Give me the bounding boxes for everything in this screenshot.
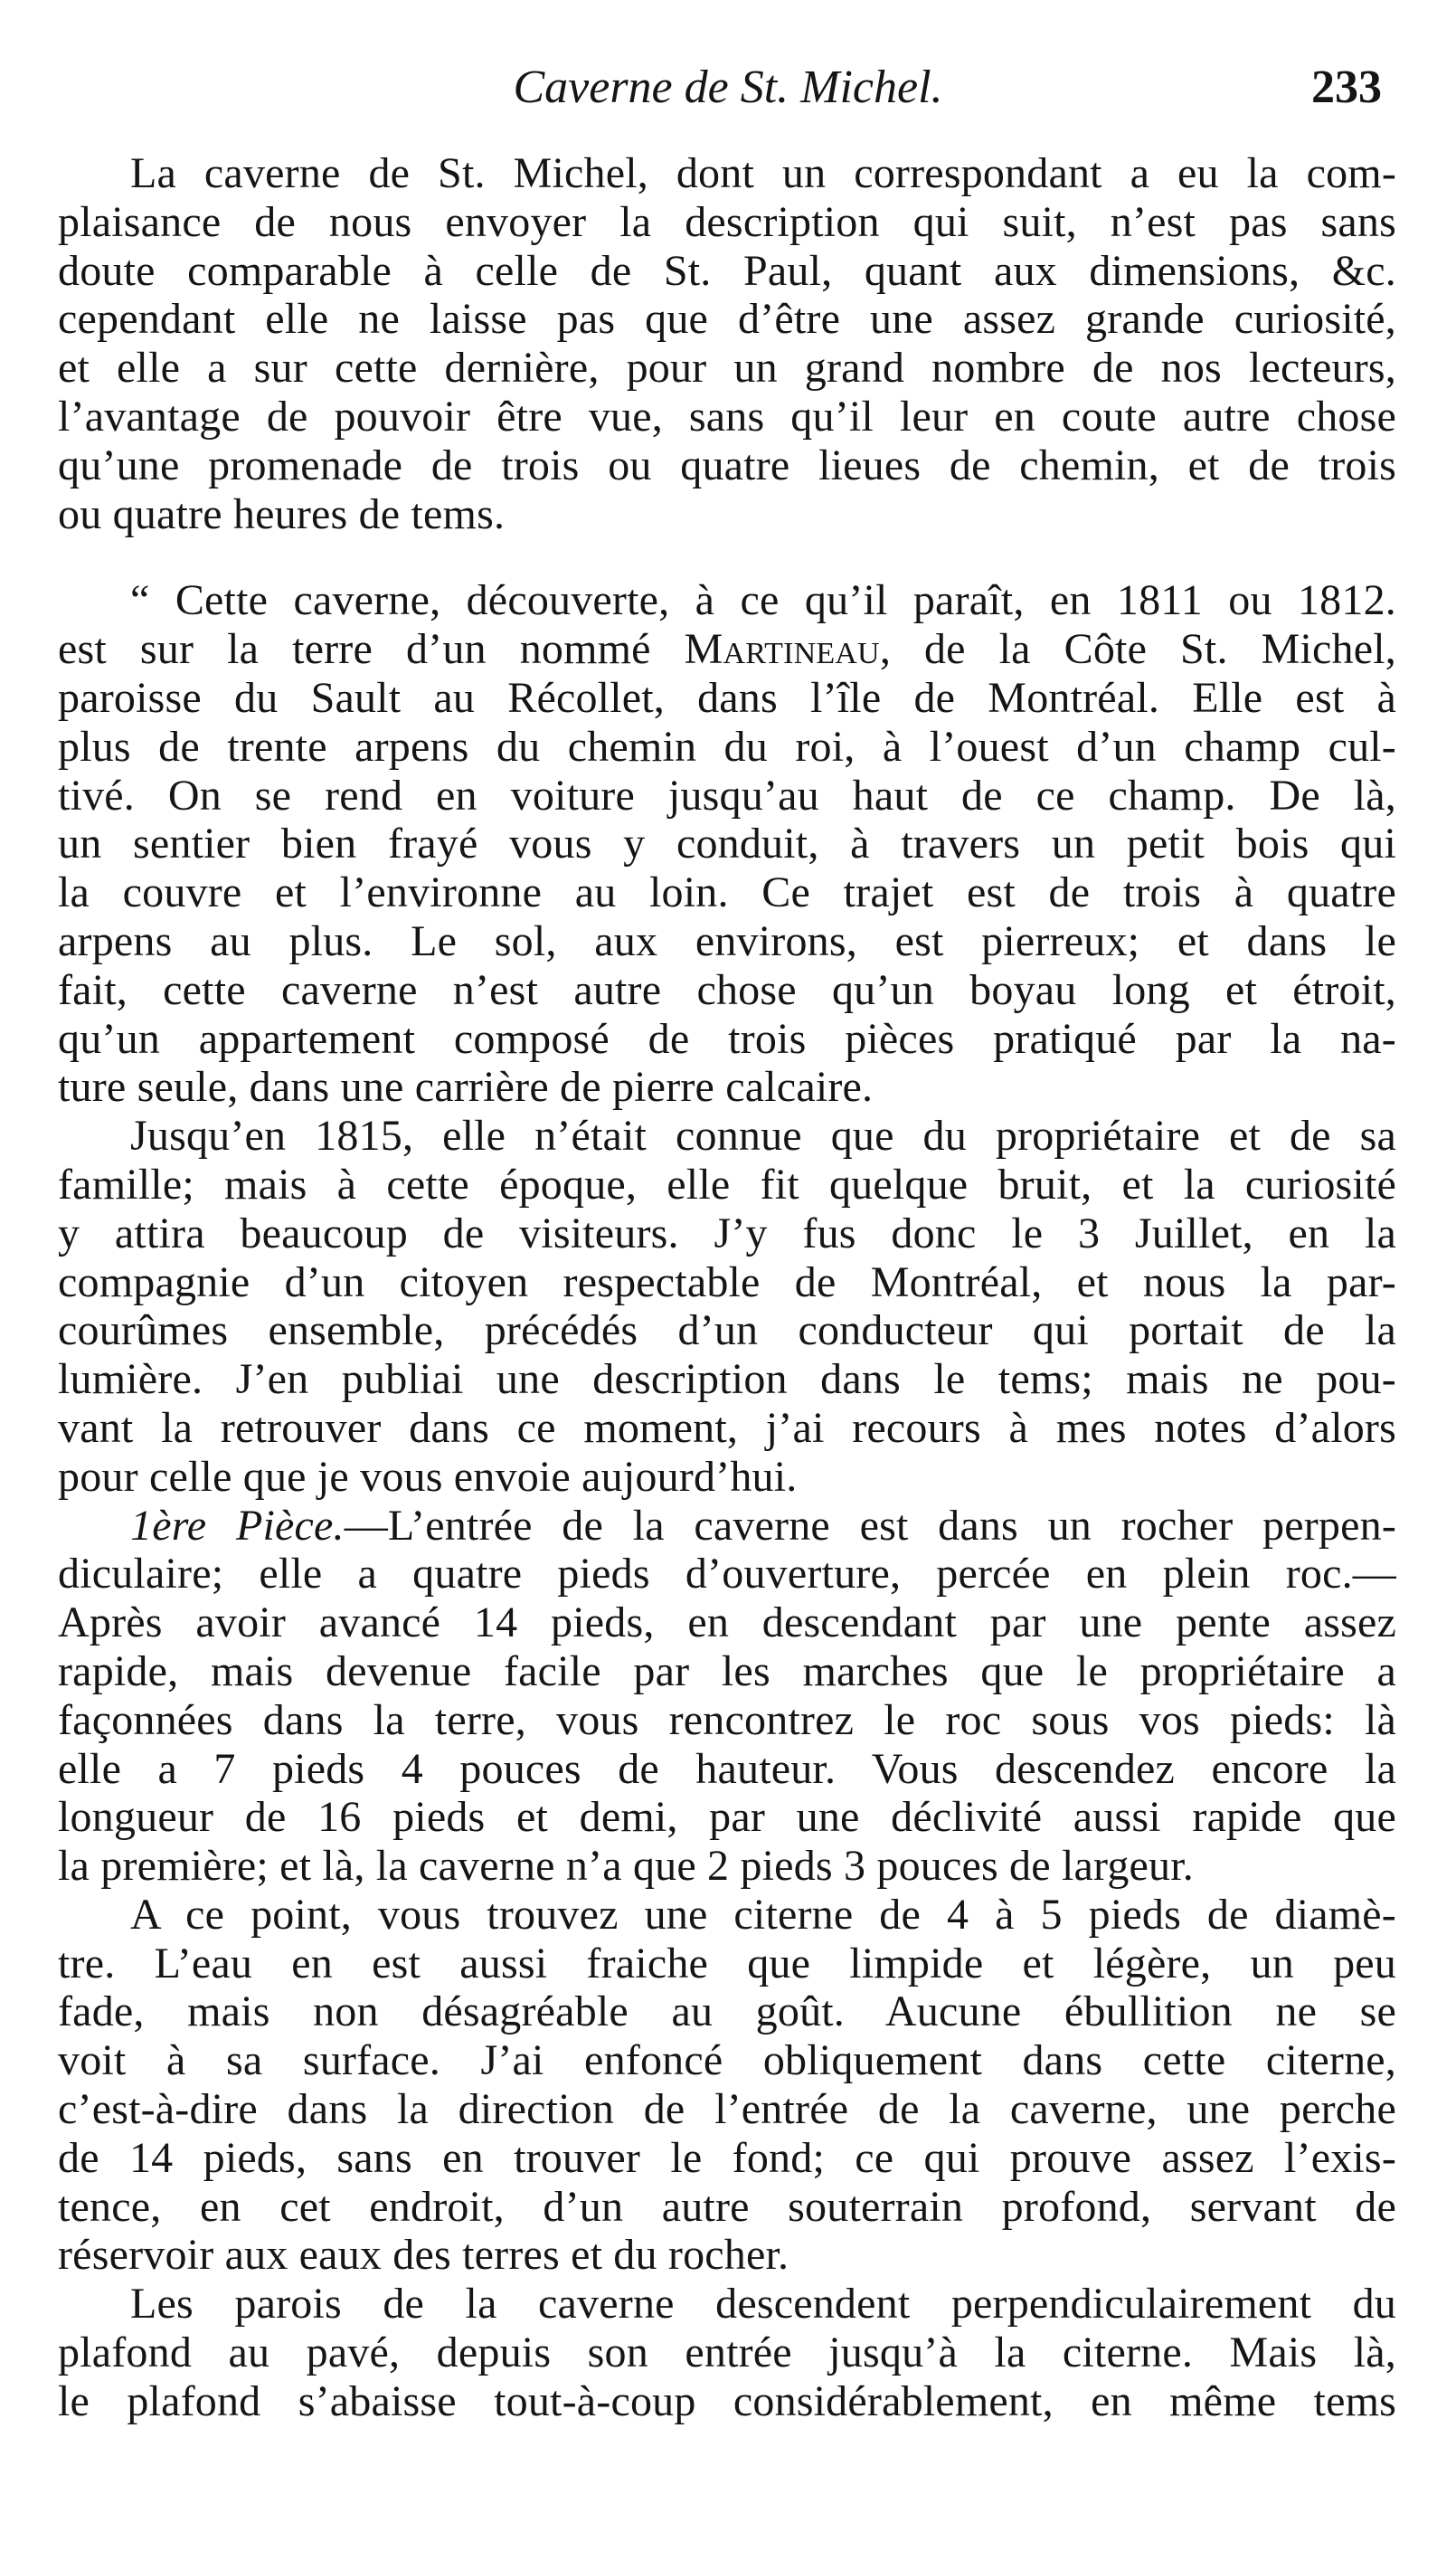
text-line: compagnie d’un citoyen respectable de Montréal, et nous la par-	[58, 1257, 1396, 1306]
text-line: paroisse du Sault au Récollet, dans l’île de Montréal. Elle est à	[58, 673, 1396, 722]
text-line-martineau	[58, 625, 1396, 674]
paragraph-visit	[58, 1112, 1396, 1501]
text-line: lumière. J’en publiai une description dans le tems; mais ne pou-	[58, 1355, 1396, 1404]
text-line: le plafond s’abaisse tout-à-coup considérablement, en même tems	[58, 2376, 1396, 2425]
text-line: de 14 pieds, sans en trouver le fond; ce qui prouve assez l’exis-	[58, 2133, 1396, 2182]
text-line: y attira beaucoup de visiteurs. J’y fus donc le 3 Juillet, en la	[58, 1209, 1396, 1257]
text-line: famille; mais à cette époque, elle fit quelque bruit, et la curiosité	[58, 1160, 1396, 1209]
paragraph-walls	[58, 2280, 1396, 2425]
paragraph-intro	[58, 149, 1396, 538]
text-line: tivé. On se rend en voiture jusqu’au haut de ce champ. De là,	[58, 771, 1396, 820]
running-title: Caverne de St. Michel.	[513, 62, 943, 113]
text-line: cependant elle ne laisse pas que d’être une assez grande curiosité,	[58, 295, 1396, 344]
text-line: elle a 7 pieds 4 pouces de hauteur. Vous descendez encore la	[58, 1744, 1396, 1793]
text-line: fait, cette caverne n’est autre chose qu’un boyau long et étroit,	[58, 965, 1396, 1014]
text-line: l’avantage de pouvoir être vue, sans qu’il leur en coute autre chose	[58, 392, 1396, 441]
text-line: rapide, mais devenue facile par les marches que le propriétaire a	[58, 1646, 1396, 1695]
text-line: doute comparable à celle de St. Paul, quant aux dimensions, &c.	[58, 246, 1396, 295]
text-line: plaisance de nous envoyer la description qui suit, n’est pas sans	[58, 197, 1396, 246]
text-line: ture seule, dans une carrière de pierre calcaire.	[58, 1063, 874, 1112]
text-line: “ Cette caverne, découverte, à ce qu’il paraît, en 1811 ou 1812.	[130, 576, 1396, 625]
text-line: réservoir aux eaux des terres et du rocher.	[58, 2231, 789, 2280]
text-line: Jusqu’en 1815, elle n’était connue que du propriétaire et de sa	[130, 1112, 1396, 1161]
text-line: plus de trente arpens du chemin du roi, à l’ouest d’un champ cul-	[58, 722, 1396, 771]
text-line: c’est-à-dire dans la direction de l’entrée de la caverne, une perche	[58, 2085, 1396, 2134]
text-line: diculaire; elle a quatre pieds d’ouverture, percée en plein roc.—	[58, 1550, 1396, 1598]
text-line: la couvre et l’environne au loin. Ce trajet est de trois à quatre	[58, 868, 1396, 917]
text-line: pour celle que je vous envoie aujourd’hui.	[58, 1452, 798, 1501]
text-line: qu’une promenade de trois ou quatre lieues de chemin, et de trois	[58, 441, 1396, 489]
text-line: A ce point, vous trouvez une citerne de 4 à 5 pieds de diamè-	[130, 1890, 1396, 1939]
page-body	[58, 149, 1396, 2426]
text-line: fade, mais non désagréable au goût. Aucune ébullition ne se	[58, 1987, 1396, 2036]
running-head	[56, 56, 1400, 119]
text-line: un sentier bien frayé vous y conduit, à travers un petit bois qui	[58, 820, 1396, 868]
text-line: et elle a sur cette dernière, pour un grand nombre de nos lecteurs,	[58, 344, 1396, 393]
text-line: ou quatre heures de tems.	[58, 489, 506, 538]
text-fragment: —L’entrée de la caverne est dans un rocher perpen-	[344, 1501, 1397, 1550]
text-line: qu’un appartement composé de trois pièces pratiqué par la na-	[58, 1014, 1396, 1063]
text-line: Les parois de la caverne descendent perpendiculairement du	[130, 2280, 1396, 2329]
text-line: tence, en cet endroit, d’un autre souterrain profond, servant de	[58, 2182, 1396, 2231]
paragraph-gap	[58, 538, 1396, 576]
page-number: 233	[1311, 62, 1382, 113]
text-fragment: , de la Côte St. Michel,	[879, 625, 1396, 674]
text-line: courûmes ensemble, précédés d’un conducteur qui portait de la	[58, 1306, 1396, 1355]
text-line: tre. L’eau en est aussi fraiche que limpide et légère, un peu	[58, 1939, 1396, 1987]
text-line: voit à sa surface. J’ai enfoncé obliquement dans cette citerne,	[58, 2036, 1396, 2085]
text-line: La caverne de St. Michel, dont un correspondant a eu la com-	[130, 149, 1396, 197]
text-line: vant la retrouver dans ce moment, j’ai recours à mes notes d’alors	[58, 1403, 1396, 1452]
text-fragment: est sur la terre d’un nommé	[58, 625, 685, 674]
text-line: Après avoir avancé 14 pieds, en descendant par une pente assez	[58, 1598, 1396, 1647]
text-line: longueur de 16 pieds et demi, par une déclivité aussi rapide que	[58, 1793, 1396, 1842]
proper-name-martineau: Martineau	[684, 625, 880, 674]
text-line: plafond au pavé, depuis son entrée jusqu’à la citerne. Mais là,	[58, 2329, 1396, 2377]
paragraph-cistern	[58, 1891, 1396, 2280]
text-line: la première; et là, la caverne n’a que 2 pieds 3 pouces de largeur.	[58, 1842, 1194, 1891]
paragraph-first-room	[58, 1502, 1396, 1891]
section-label: 1ère Pièce.	[130, 1501, 345, 1550]
paragraph-quote-start	[58, 576, 1396, 1112]
text-line-piece	[58, 1502, 1396, 1551]
text-line: arpens au plus. Le sol, aux environs, est pierreux; et dans le	[58, 916, 1396, 965]
text-line: façonnées dans la terre, vous rencontrez le roc sous vos pieds: là	[58, 1695, 1396, 1744]
